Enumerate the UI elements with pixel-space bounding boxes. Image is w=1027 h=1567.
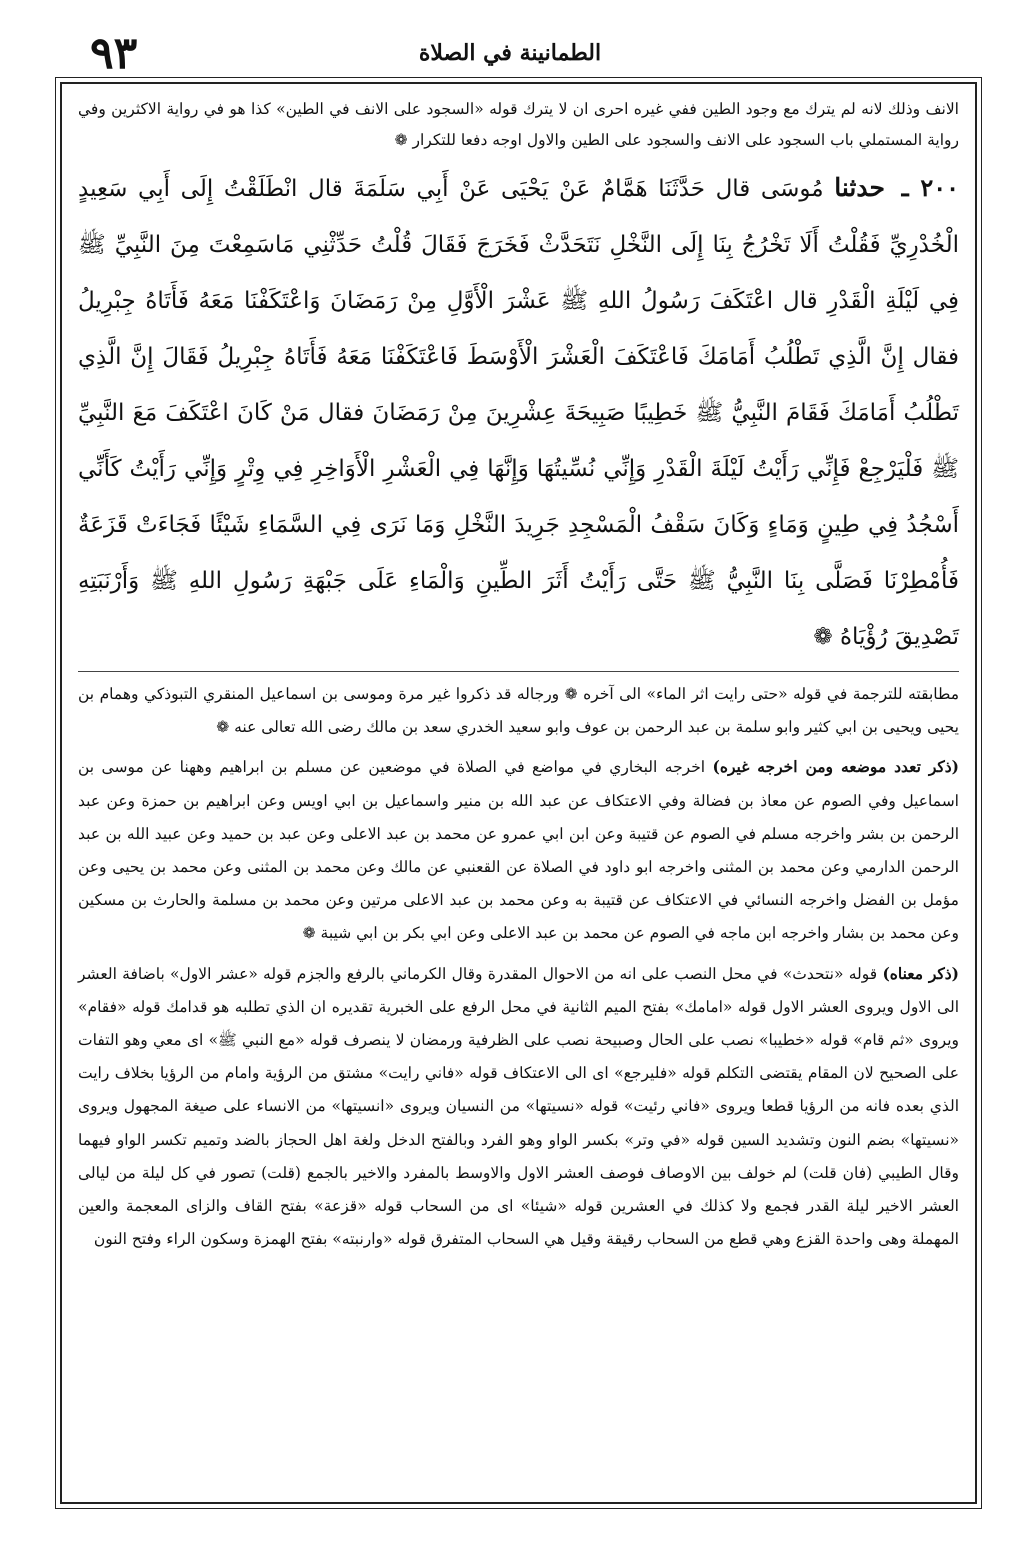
running-title: الطمانينة في الصلاة bbox=[418, 40, 602, 66]
page-number: ٩٣ bbox=[90, 28, 138, 79]
commentary-paragraph-1 bbox=[78, 678, 959, 744]
commentary-text: قوله «نتحدث» في محل النصب على انه من الاحوال المقدرة وقال الكرماني بالرفع والجزم قوله «عشر الاول» باضافة العشر الى الاول ويروى العشر الاول قوله «امامك» بفتح الميم الثانية في محل الرفع على الخبرية تقديره ان الذي تطلبه هو قدامك قوله «فقام» ويروى «ثم قام» قوله «خطيبا» نصب على الحال وصبيحة نصب على الظرفية ورمضان لا ينصرف قوله «مع النبي ﷺ» اى معي وهو التفات على الصحيح لان المقام يقتضى التكلم قوله «فليرجع» اى الى الاعتكاف قوله «فاني رايت» مشتق من الرؤية وامام من الرؤيا بخلاف رايت الذي بعده فانه من الرؤيا قطعا ويروى «فاني رئيت» قوله «نسيتها» من النسيان ويروى «انسيتها» من الانساء على صيغة المجهول ويروى «نسيتها» بضم النون وتشديد السين قوله «في وتر» بكسر الواو وهو الفرد وبالفتح الدخل ولغة اهل الحجاز بالضد وتميم تكسر الواو فيهما وقال الطيبي (فان قلت) لم خولف بين الاوصاف فوصف العشر الاول والاوسط بالمفرد والاخير بالجمع (قلت) تصور في كل ليلة من ليالى العشر الاخير ليلة القدر فجمع ولا كذلك في العشرين قوله «شيئا» اى من السحاب قوله «قزعة» بفتح القاف والزاى المعجمة والعين المهملة وهى واحدة القزع وهي قطع من السحاب رقيقة وقيل هي السحاب المتفرق قوله «وارنبته» بفتح الهمزة وسكون الراء وفتح النون bbox=[78, 964, 959, 1249]
text-frame bbox=[60, 82, 977, 1504]
page-header bbox=[60, 28, 960, 78]
hadith-text: مُوسَى قال حَدَّثَنَا هَمَّامٌ عَنْ يَحْيَى عَنْ أَبِي سَلَمَةَ قال انْطَلَقْتُ إِلَى أَبِي سَعِيدٍ الْخُدْرِيِّ فَقُلْتُ أَلَا تَخْرُجُ بِنَا إِلَى النَّخْلِ نَتَحَدَّثْ فَخَرَجَ فَقَالَ قُلْتُ حَدِّثْنِي مَاسَمِعْتَ مِنَ النَّبِيِّ ﷺ فِي لَيْلَةِ الْقَدْرِ قال اعْتَكَفَ رَسُولُ اللهِ ﷺ عَشْرَ الْأَوَّلِ مِنْ رَمَضَانَ وَاعْتَكَفْنَا مَعَهُ فَأَتَاهُ جِبْرِيلُ فقال إِنَّ الَّذِي تَطْلُبُ أَمَامَكَ فَاعْتَكَفَ الْعَشْرَ الْأَوْسَطَ فَاعْتَكَفْنَا مَعَهُ فَأَتَاهُ جِبْرِيلُ فَقَالَ إِنَّ الَّذِي تَطْلُبُ أَمَامَكَ فَقَامَ النَّبِيُّ ﷺ خَطِيبًا صَبِيحَةَ عِشْرِينَ مِنْ رَمَضَانَ فقال مَنْ كَانَ اعْتَكَفَ مَعَ النَّبِيِّ ﷺ فَلْيَرْجِعْ فَإِنِّي رَأَيْتُ لَيْلَةَ الْقَدْرِ وَإِنِّي نُسِّيتُهَا وَإِنَّهَا فِي الْعَشْرِ الْأَوَاخِرِ فِي وِتْرٍ وَإِنِّي رَأَيْتُ كَأَنِّي أَسْجُدُ فِي طِينٍ وَمَاءٍ وَكَانَ سَقْفُ الْمَسْجِدِ جَرِيدَ النَّخْلِ وَمَا نَرَى فِي السَّمَاءِ شَيْئًا فَجَاءَتْ قَزَعَةٌ فَأُمْطِرْنَا فَصَلَّى بِنَا النَّبِيُّ ﷺ حَتَّى رَأَيْتُ أَثَرَ الطِّينِ وَالْمَاءِ عَلَى جَبْهَةِ رَسُولِ اللهِ ﷺ وَأَرْنَبَتِهِ تَصْدِيقَ رُؤْيَاهُ ❁ bbox=[78, 176, 959, 650]
hadith-opening: حدثنا bbox=[834, 173, 885, 202]
section-label: (ذكر معناه) bbox=[882, 963, 959, 983]
hadith-paragraph bbox=[78, 160, 959, 665]
intro-paragraph: الانف وذلك لانه لم يترك مع وجود الطين ففي غيره احرى ان لا يترك قوله «السجود على الانف في الطين» كذا هو في رواية الاكثرين وفي رواية المستملي باب السجود على الانف والسجود على الطين والاول اوجه دفعا للتكرار ❁ bbox=[78, 100, 959, 149]
section-label: (ذكر تعدد موضعه ومن اخرجه غيره) bbox=[712, 757, 959, 777]
commentary-text: مطابقته للترجمة في قوله «حتى رايت اثر الماء» الى آخره ❁ ورجاله قد ذكروا غير مرة وموسى بن اسماعيل المنقري التبوذكي وهمام بن يحيى ويحيى بن ابي كثير وابو سلمة بن عبد الرحمن بن عوف وابو سعيد الخدري سعد بن مالك رضى الله تعالى عنه ❁ bbox=[78, 685, 959, 737]
divider bbox=[78, 671, 959, 672]
commentary-text: اخرجه البخاري في مواضع في الصلاة في موضعين عن مسلم بن ابراهيم وههنا عن موسى بن اسماعيل وفي الصوم عن معاذ بن فضالة وفي الاعتكاف عن عبد الله بن منير واسماعيل بن ابي اويس وعن ابراهيم بن حمزة وعن عبد الرحمن بن بشر واخرجه مسلم في الصوم عن قتيبة وعن ابن ابي عمرو عن محمد بن عبد الاعلى وعن عبد بن حميد وعن عبيد الله بن عبد الرحمن الدارمي وعن محمد بن المثنى واخرجه ابو داود في الصلاة عن القعنبي عن مالك وعن محمد بن المثنى وعن محمد بن يحيى وعن مؤمل بن الفضل واخرجه النسائي في الاعتكاف عن قتيبة به وعن محمد بن عبد الاعلى مرتين وعن محمد بن مسلمة والحارث بن مسكين وعن محمد بن بشار واخرجه ابن ماجه في الصوم عن محمد بن عبد الاعلى وعن ابي بكر بن ابي شيبة ❁ bbox=[78, 758, 959, 943]
hadith-number: ٢٠٠ ـ bbox=[901, 173, 959, 202]
commentary-paragraph-2 bbox=[78, 750, 959, 950]
body-text bbox=[62, 84, 975, 1256]
commentary-paragraph-3 bbox=[78, 957, 959, 1257]
